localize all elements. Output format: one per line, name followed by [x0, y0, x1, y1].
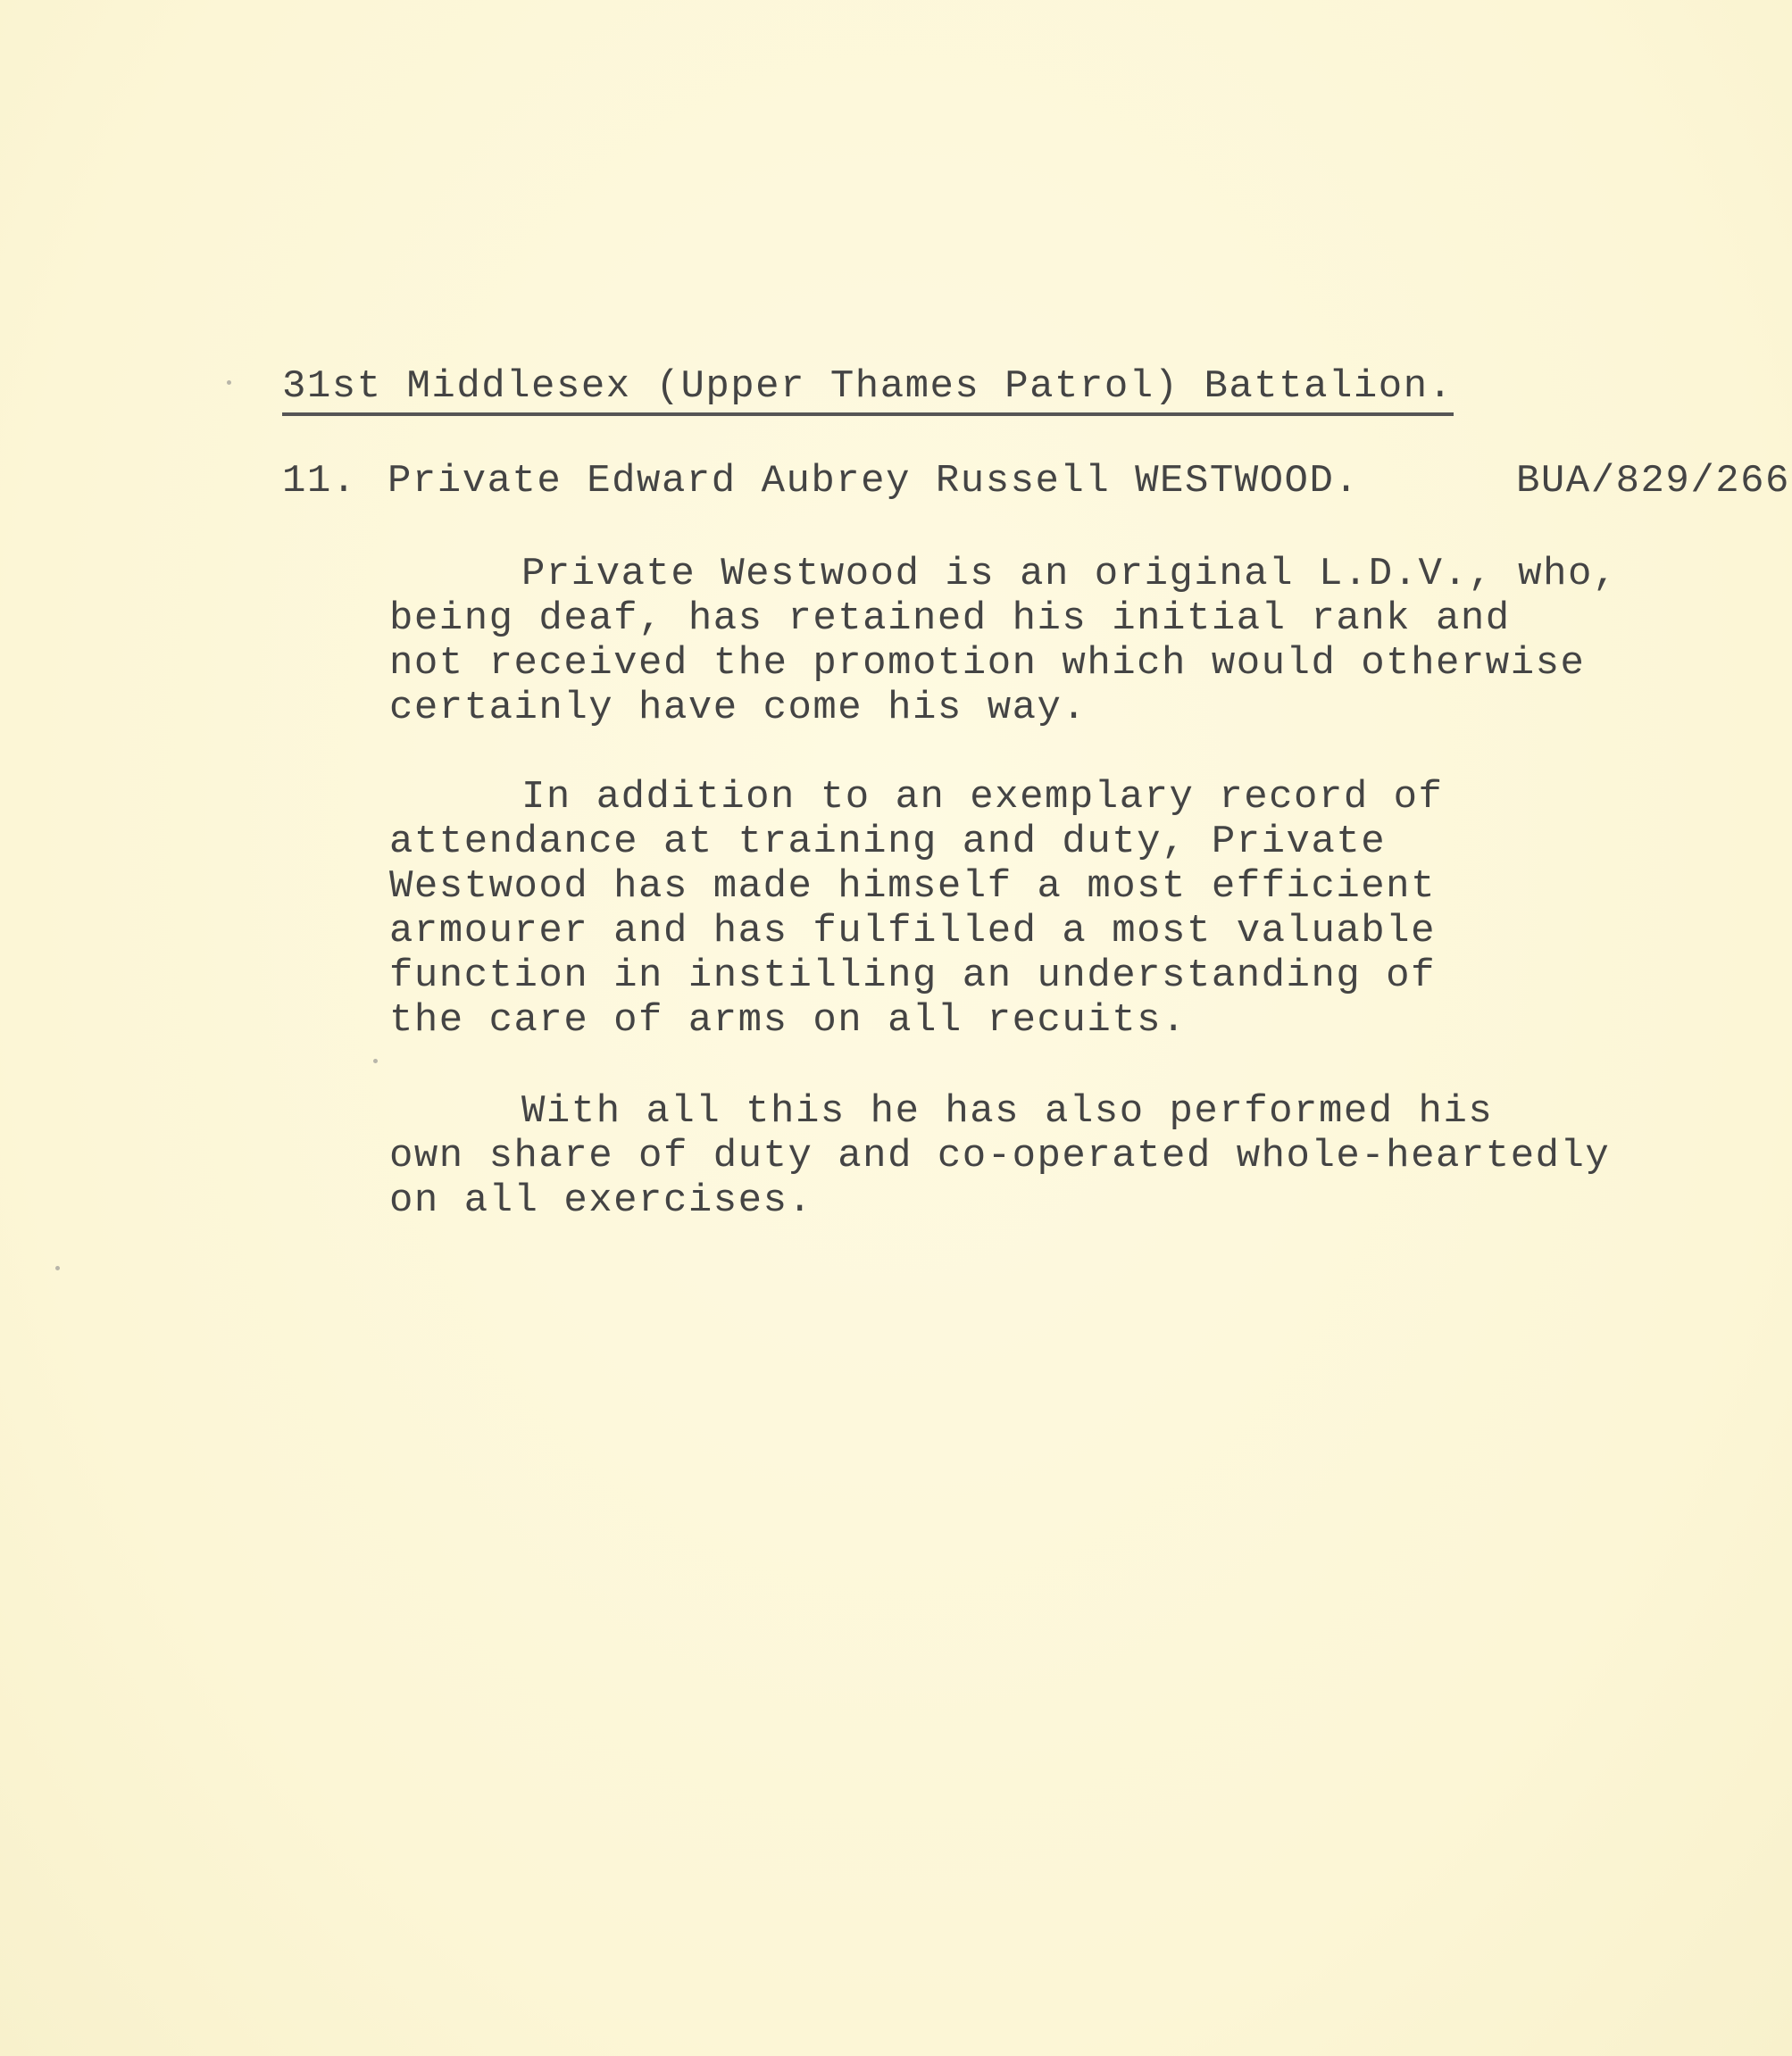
paragraph-1	[389, 552, 1729, 730]
paragraph-line: Private Westwood is an original L.D.V., who,	[521, 552, 1618, 596]
paragraph-3	[389, 1089, 1729, 1223]
paper-speck	[55, 1266, 60, 1270]
paragraph-line: being deaf, has retained his initial rank and	[389, 596, 1511, 641]
paragraph-line: armourer and has fulfilled a most valuable	[389, 909, 1436, 953]
paragraph-line: own share of duty and co-operated whole-heartedly	[389, 1134, 1611, 1178]
paper-speck	[373, 1059, 378, 1063]
paragraph-line: certainly have come his way.	[389, 686, 1088, 730]
paragraph-line: In addition to an exemplary record of	[521, 775, 1444, 820]
entry-name: Private Edward Aubrey Russell WESTWOOD.	[388, 459, 1360, 504]
battalion-heading: 31st Middlesex (Upper Thames Patrol) Battalion.	[282, 364, 1454, 416]
paragraph-line: function in instilling an understanding of	[389, 953, 1436, 998]
paragraph-line: With all this he has also performed his	[521, 1089, 1494, 1134]
paragraph-line: not received the promotion which would otherwise	[389, 641, 1586, 686]
paper-speck	[227, 380, 231, 385]
paragraph-2	[389, 775, 1729, 1043]
paragraph-line: on all exercises.	[389, 1178, 813, 1223]
entry-reference: BUA/829/266	[1516, 459, 1790, 504]
paragraph-line: attendance at training and duty, Private	[389, 820, 1387, 864]
paragraph-line: the care of arms on all recuits.	[389, 998, 1187, 1043]
paragraph-line: Westwood has made himself a most efficient	[389, 864, 1436, 909]
personnel-entry	[282, 459, 1792, 504]
entry-number: 11.	[282, 459, 357, 504]
